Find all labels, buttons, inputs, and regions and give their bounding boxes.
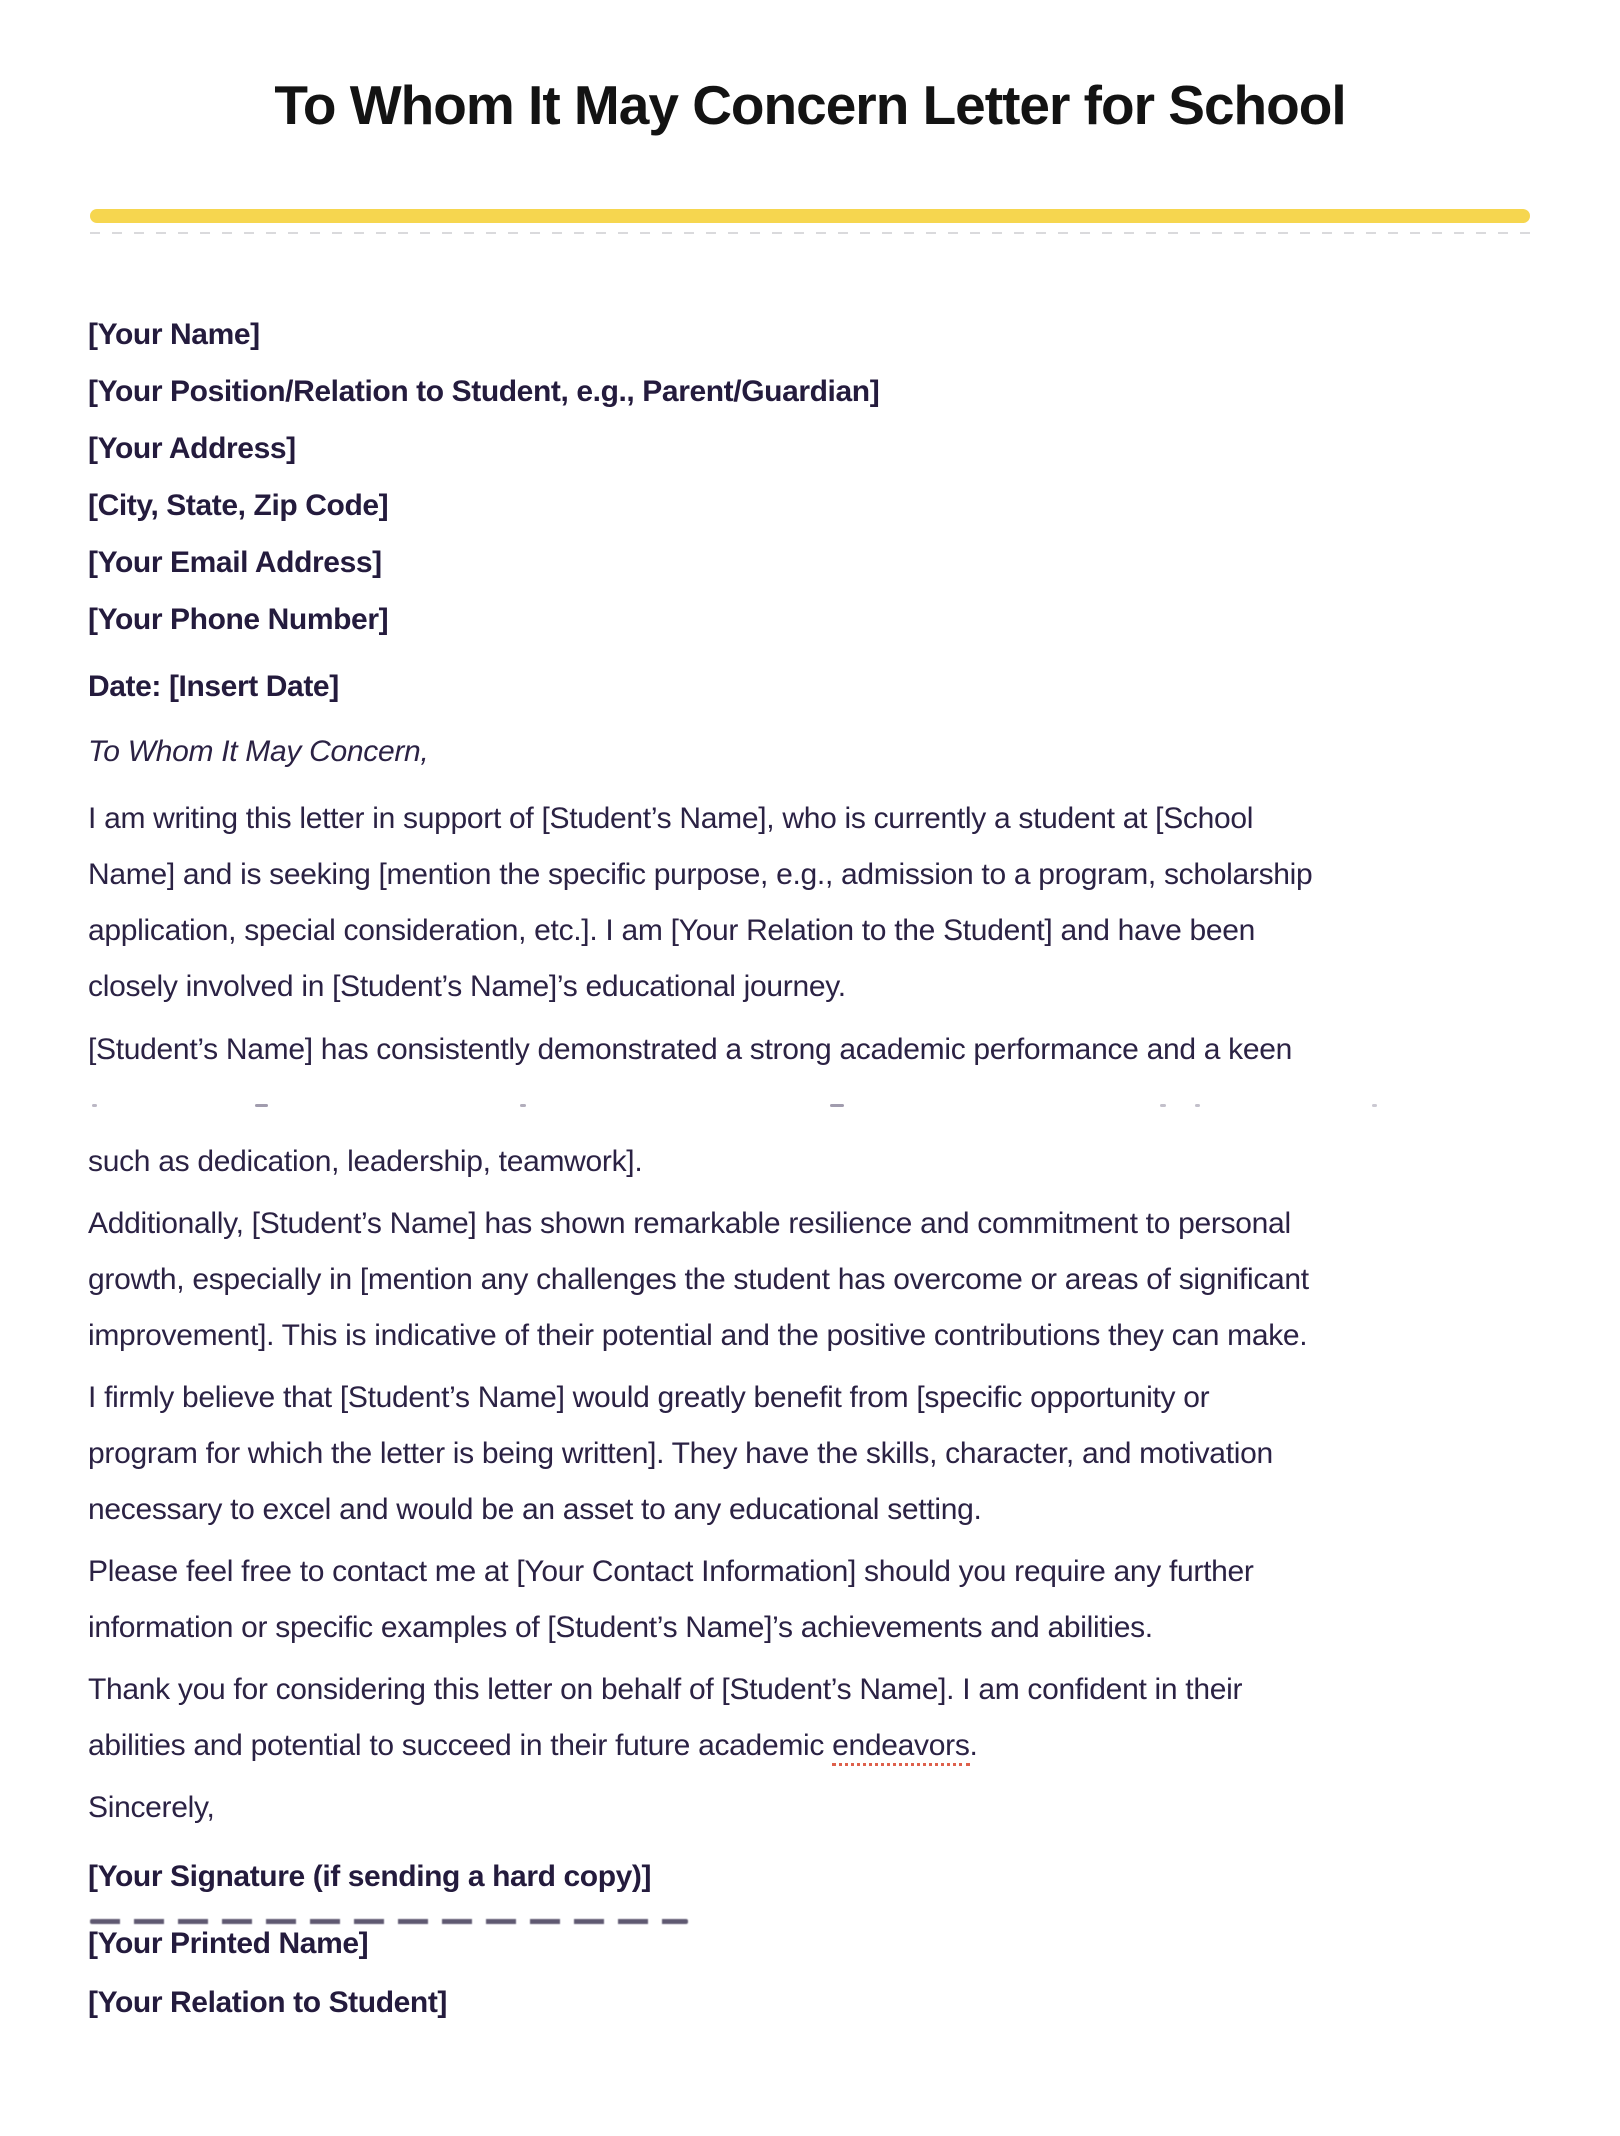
date-line: Date: [Insert Date] [88, 670, 339, 703]
ghost-mark [1160, 1104, 1166, 1107]
sender-line-phone: [Your Phone Number] [88, 603, 389, 636]
sender-line-position: [Your Position/Relation to Student, e.g., Parent/Guardian] [88, 375, 880, 408]
sender-line-city: [City, State, Zip Code] [88, 489, 389, 522]
paragraph-line: program for which the letter is being written]. They have the skills, character, and motivation [88, 1437, 1273, 1470]
paragraph-contact [88, 1544, 1532, 1656]
sender-line-name: [Your Name] [88, 318, 260, 351]
misspelled-word-endeavors: endeavors [832, 1729, 969, 1766]
closing-sincerely: Sincerely, [88, 1791, 215, 1824]
paragraph-line: improvement]. This is indicative of their potential and the positive contributions they can make. [88, 1319, 1308, 1352]
paragraph-line: necessary to excel and would be an asset to any educational setting. [88, 1493, 982, 1526]
sender-line-email: [Your Email Address] [88, 546, 382, 579]
signature-line: [Your Signature (if sending a hard copy)] [88, 1860, 652, 1893]
printed-name-line: [Your Printed Name] [88, 1927, 369, 1960]
paragraph-line: growth, especially in [mention any challenges the student has overcome or areas of significant [88, 1263, 1309, 1296]
paragraph-line: Name] and is seeking [mention the specific purpose, e.g., admission to a program, scholarship [88, 858, 1313, 891]
yellow-divider [90, 209, 1530, 223]
ghost-mark [1372, 1104, 1377, 1107]
salutation: To Whom It May Concern, [88, 735, 429, 768]
line-text: abilities and potential to succeed in their future academic [88, 1729, 833, 1762]
paragraph-line: such as dedication, leadership, teamwork]. [88, 1145, 643, 1178]
paragraph-thanks [88, 1662, 1532, 1774]
paragraph-line: I am writing this letter in support of [Student’s Name], who is currently a student at [School [88, 802, 1254, 835]
signature-faint-artifact [90, 1919, 688, 1924]
ghost-mark [830, 1104, 844, 1107]
sender-block [88, 306, 1532, 648]
line-text: . [969, 1729, 978, 1762]
paragraph-line: application, special consideration, etc.]. I am [Your Relation to the Student] and have been [88, 914, 1256, 947]
ghost-mark [255, 1104, 268, 1107]
paragraph-academic [88, 1022, 1532, 1190]
ghost-mark [92, 1104, 97, 1107]
paragraph-line: closely involved in [Student’s Name]’s educational journey. [88, 970, 846, 1003]
ghost-mark [520, 1104, 526, 1107]
ghost-mark [1195, 1104, 1200, 1107]
paragraph-line: [Student’s Name] has consistently demonstrated a strong academic performance and a keen [88, 1033, 1293, 1066]
paragraph-line: Please feel free to contact me at [Your Contact Information] should you require any further [88, 1555, 1254, 1588]
paragraph-support [88, 791, 1532, 1015]
signature-block [88, 1848, 1532, 1905]
paragraph-line: information or specific examples of [Student’s Name]’s achievements and abilities. [88, 1611, 1153, 1644]
paragraph-line: Additionally, [Student’s Name] has shown remarkable resilience and commitment to personal [88, 1207, 1291, 1240]
sender-line-address: [Your Address] [88, 432, 296, 465]
obscured-line [88, 1078, 1532, 1134]
paragraph-believe [88, 1370, 1532, 1538]
paragraph-line: Thank you for considering this letter on behalf of [Student’s Name]. I am confident in their [88, 1673, 1243, 1706]
paragraph-line [88, 1718, 1532, 1774]
paragraph-resilience [88, 1196, 1532, 1364]
letter-body [0, 234, 1620, 2031]
relation-line: [Your Relation to Student] [88, 1986, 448, 2019]
page-title: To Whom It May Concern Letter for School [274, 74, 1346, 136]
paragraph-line: I firmly believe that [Student’s Name] would greatly benefit from [specific opportunity or [88, 1381, 1210, 1414]
